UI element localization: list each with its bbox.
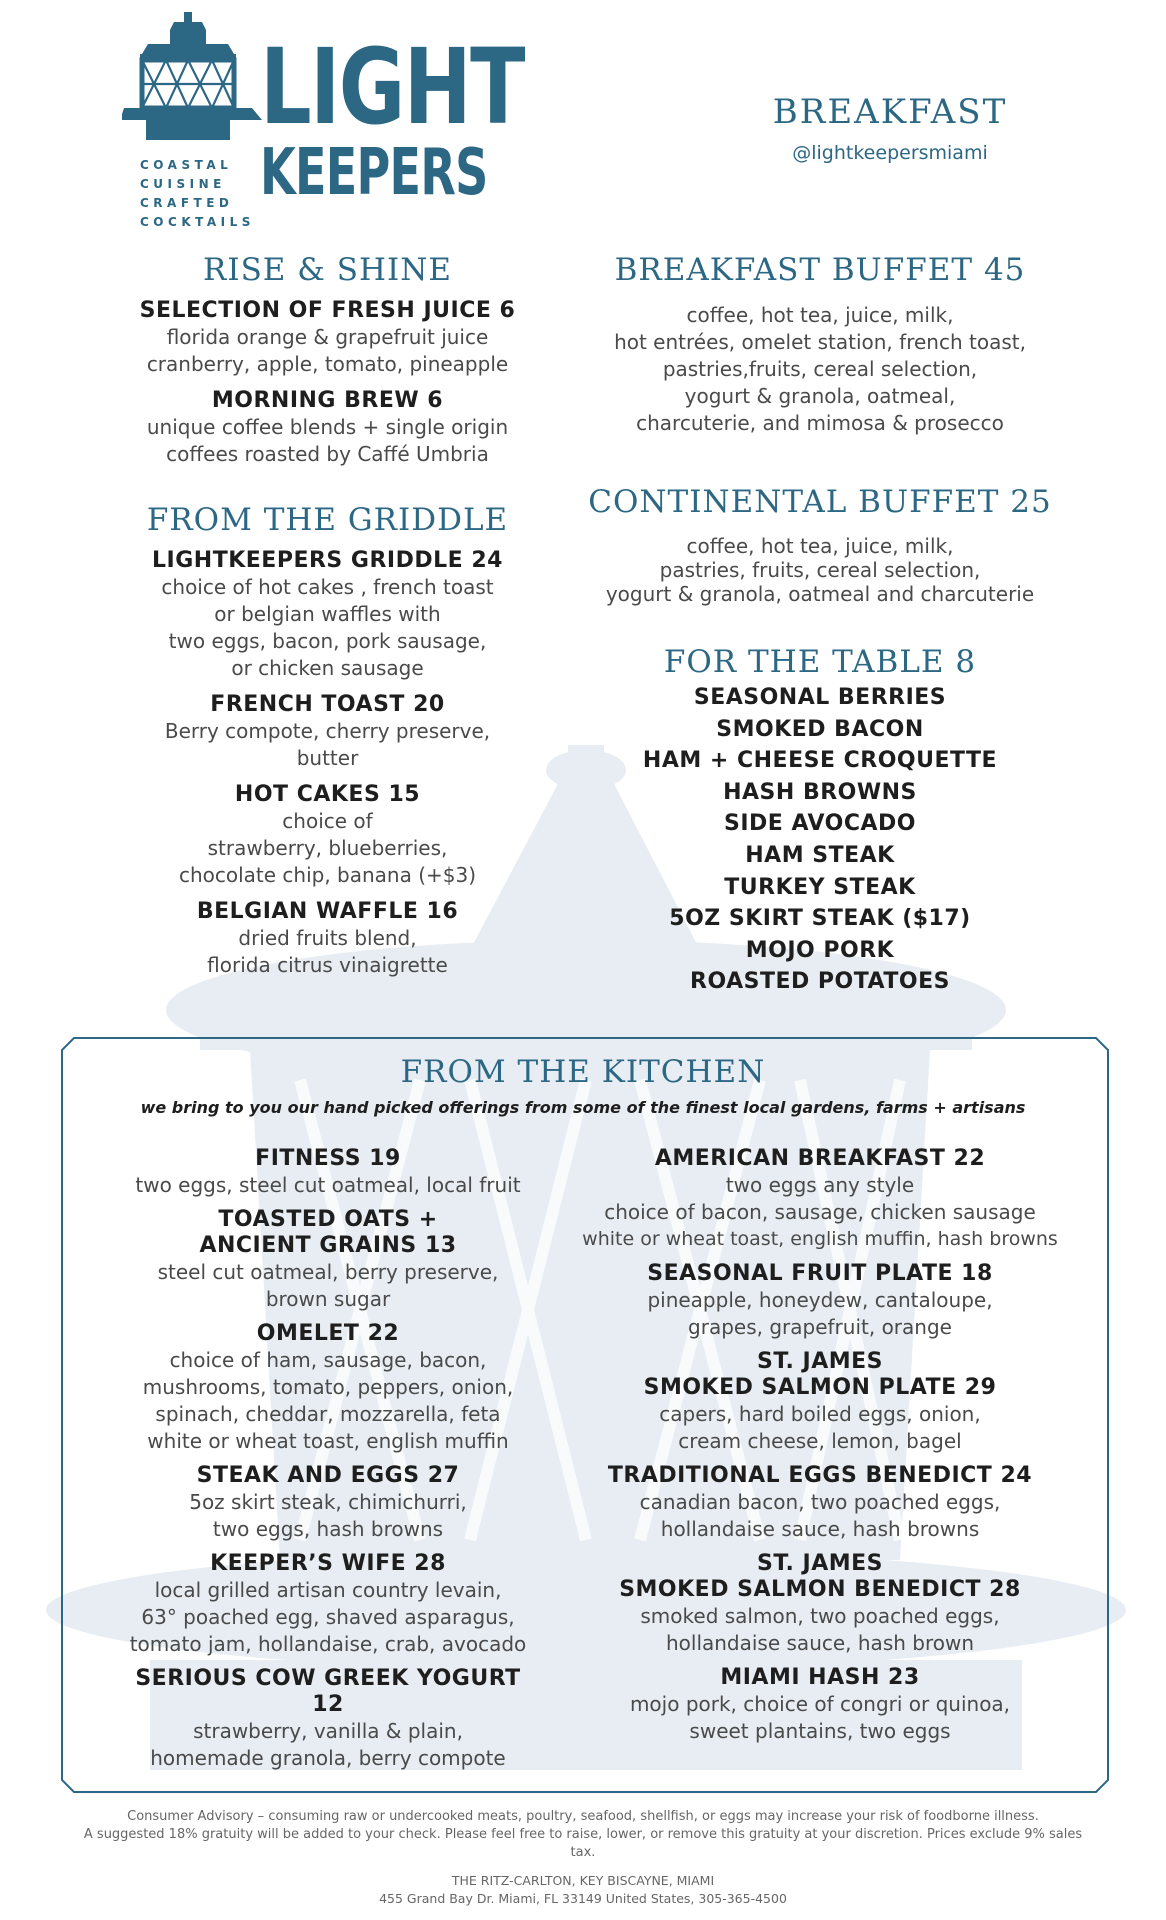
tagline-line: COCKTAILS	[140, 215, 255, 229]
item-name: FRENCH TOAST 20	[210, 692, 445, 717]
menu-item	[118, 1146, 538, 1199]
item-name: MORNING BREW 6	[211, 388, 444, 413]
item-desc: mojo pork, choice of congri or quinoa,	[629, 1692, 1011, 1716]
item-desc: two eggs, steel cut oatmeal, local fruit	[135, 1173, 521, 1197]
kitchen-subtitle: we bring to you our hand picked offerings from some of the finest local gardens, farms + artisans	[140, 1098, 1026, 1117]
tagline-line: CUISINE	[140, 177, 226, 191]
menu-item	[560, 1349, 1080, 1455]
item-desc: brown sugar	[265, 1287, 391, 1311]
menu-item	[118, 1666, 538, 1772]
item-name: SELECTION OF FRESH JUICE 6	[139, 298, 516, 323]
table-item: HASH BROWNS	[723, 779, 917, 805]
menu-item	[100, 692, 555, 772]
page-title: BREAKFAST	[772, 92, 1008, 132]
item-desc: choice of	[282, 809, 373, 833]
item-desc: canadian bacon, two poached eggs,	[639, 1490, 1001, 1514]
section-title: FROM THE GRIDDLE	[146, 502, 509, 538]
logo-light: LIGHT	[260, 26, 524, 148]
item-name: TRADITIONAL EGGS BENEDICT 24	[607, 1463, 1033, 1488]
item-desc: 5oz skirt steak, chimichurri,	[189, 1490, 467, 1514]
item-desc: steel cut oatmeal, berry preserve,	[157, 1260, 499, 1284]
item-desc: hollandaise sauce, hash brown	[665, 1631, 975, 1655]
menu-item	[118, 1207, 538, 1313]
item-desc: strawberry, vanilla & plain,	[193, 1719, 463, 1743]
menu-item	[560, 1551, 1080, 1657]
item-desc: white or wheat toast, english muffin, hash browns	[582, 1228, 1058, 1250]
section-breakfast-buffet	[570, 252, 1070, 437]
buffet-desc: charcuterie, and mimosa & prosecco	[636, 411, 1004, 435]
item-desc: tomato jam, hollandaise, crab, avocado	[129, 1632, 527, 1656]
item-desc: homemade granola, berry compote	[150, 1746, 506, 1770]
item-name: SERIOUS COW GREEK YOGURT 12	[135, 1666, 521, 1717]
item-desc: unique coffee blends + single origin	[146, 415, 509, 439]
item-desc: mushrooms, tomato, peppers, onion,	[142, 1375, 514, 1399]
table-item: SMOKED BACON	[716, 716, 924, 742]
item-desc: cream cheese, lemon, bagel	[678, 1429, 962, 1453]
item-name: HOT CAKES 15	[234, 782, 421, 807]
buffet-desc: yogurt & granola, oatmeal and charcuterie	[605, 582, 1035, 606]
item-desc: florida orange & grapefruit juice	[166, 325, 489, 349]
section-kitchen-header	[100, 1054, 1066, 1117]
buffet-desc: pastries, fruits, cereal selection,	[659, 558, 981, 582]
menu-item	[560, 1146, 1080, 1253]
item-desc: local grilled artisan country levain,	[154, 1578, 502, 1602]
item-name: SMOKED SALMON PLATE 29	[643, 1375, 997, 1400]
menu-item	[100, 548, 555, 682]
item-name: SEASONAL FRUIT PLATE 18	[647, 1261, 993, 1286]
item-desc: choice of hot cakes , french toast	[161, 575, 494, 599]
item-name: MIAMI HASH 23	[720, 1665, 920, 1690]
menu-item	[100, 782, 555, 889]
item-desc: spinach, cheddar, mozzarella, feta	[155, 1402, 501, 1426]
item-desc: Berry compote, cherry preserve,	[164, 719, 491, 743]
item-name: TOASTED OATS +	[218, 1207, 438, 1232]
item-desc: strawberry, blueberries,	[207, 836, 448, 860]
item-name: ST. JAMES	[756, 1349, 883, 1374]
kitchen-left-column	[118, 1146, 538, 1772]
item-name: LIGHTKEEPERS GRIDDLE 24	[152, 548, 503, 573]
menu-item	[100, 388, 555, 468]
item-desc: smoked salmon, two poached eggs,	[640, 1604, 1000, 1628]
item-name: STEAK AND EGGS 27	[196, 1463, 460, 1488]
section-continental-buffet	[560, 484, 1080, 606]
item-name: BELGIAN WAFFLE 16	[196, 899, 459, 924]
venue-address: 455 Grand Bay Dr. Miami, FL 33149 United States, 305-365-4500	[379, 1891, 787, 1906]
section-title: FOR THE TABLE 8	[663, 644, 977, 680]
menu-item	[560, 1665, 1080, 1745]
item-name: ANCIENT GRAINS 13	[199, 1233, 457, 1258]
item-desc: pineapple, honeydew, cantaloupe,	[647, 1288, 993, 1312]
logo-keepers: KEEPERS	[260, 136, 488, 210]
item-desc: or belgian waffles with	[214, 602, 441, 626]
table-item: SIDE AVOCADO	[724, 811, 916, 837]
item-desc: two eggs, bacon, pork sausage,	[168, 629, 487, 653]
item-desc: capers, hard boiled eggs, onion,	[659, 1402, 981, 1426]
item-desc: cranberry, apple, tomato, pineapple	[146, 352, 509, 376]
section-title: BREAKFAST BUFFET 45	[614, 252, 1026, 288]
table-item: SEASONAL BERRIES	[693, 685, 947, 710]
table-item: 5OZ SKIRT STEAK ($17)	[669, 906, 971, 932]
venue-name: THE RITZ-CARLTON, KEY BISCAYNE, MIAMI	[451, 1873, 715, 1888]
gratuity-note: A suggested 18% gratuity will be added to your check. Please feel free to raise, lower, or remove this gratuity at your discretion. Prices exclude 9% sales	[83, 1827, 1083, 1842]
item-desc: chocolate chip, banana (+$3)	[178, 863, 477, 887]
item-desc: two eggs any style	[725, 1173, 915, 1197]
item-desc: florida citrus vinaigrette	[207, 953, 448, 977]
buffet-desc: coffee, hot tea, juice, milk,	[686, 534, 954, 558]
section-title: FROM THE KITCHEN	[400, 1054, 766, 1090]
menu-item	[100, 298, 555, 378]
item-desc: coffees roasted by Caffé Umbria	[166, 442, 489, 466]
item-desc: white or wheat toast, english muffin	[147, 1429, 509, 1453]
page-header	[720, 92, 1060, 164]
tagline-line: COASTAL	[140, 158, 233, 172]
footer	[60, 1808, 1106, 1908]
item-desc: two eggs, hash browns	[212, 1517, 444, 1541]
menu-item	[560, 1463, 1080, 1543]
gratuity-note-tail: tax.	[570, 1845, 596, 1860]
item-desc: 63° poached egg, shaved asparagus,	[141, 1605, 515, 1629]
table-item: HAM STEAK	[745, 842, 895, 868]
menu-item	[100, 899, 555, 979]
buffet-desc: coffee, hot tea, juice, milk,	[686, 303, 954, 327]
item-desc: choice of bacon, sausage, chicken sausage	[604, 1200, 1036, 1224]
item-desc: choice of ham, sausage, bacon,	[169, 1348, 487, 1372]
table-item: MOJO PORK	[745, 937, 895, 963]
menu-item	[118, 1463, 538, 1543]
social-handle: @lightkeepersmiami	[792, 142, 988, 164]
table-item: HAM + CHEESE CROQUETTE	[642, 748, 998, 774]
item-desc: or chicken sausage	[231, 656, 424, 680]
item-name: KEEPER’S WIFE 28	[210, 1551, 446, 1576]
item-desc: dried fruits blend,	[238, 926, 417, 950]
logo-tagline	[140, 156, 255, 232]
consumer-advisory: Consumer Advisory – consuming raw or undercooked meats, poultry, seafood, shellfish, or eggs may increase your risk of foodborne illness.	[127, 1809, 1039, 1824]
item-desc: hollandaise sauce, hash browns	[660, 1517, 980, 1541]
menu-item	[560, 1261, 1080, 1341]
tagline-line: CRAFTED	[140, 196, 234, 210]
buffet-desc: yogurt & granola, oatmeal,	[684, 384, 956, 408]
menu-item	[118, 1321, 538, 1455]
logo-wordmark	[260, 26, 530, 210]
item-name: AMERICAN BREAKFAST 22	[654, 1146, 986, 1171]
section-title: RISE & SHINE	[202, 252, 453, 288]
table-item: ROASTED POTATOES	[690, 969, 950, 995]
kitchen-right-column	[560, 1146, 1080, 1745]
table-item: TURKEY STEAK	[724, 874, 916, 900]
section-griddle	[100, 502, 555, 979]
buffet-desc: hot entrées, omelet station, french toast,	[614, 330, 1026, 354]
item-name: SMOKED SALMON BENEDICT 28	[619, 1577, 1021, 1602]
item-name: FITNESS 19	[255, 1146, 401, 1171]
item-name: ST. JAMES	[756, 1551, 883, 1576]
item-desc: grapes, grapefruit, orange	[688, 1315, 952, 1339]
section-for-the-table	[570, 644, 1070, 998]
item-desc: butter	[296, 746, 359, 770]
buffet-desc: pastries,fruits, cereal selection,	[662, 357, 978, 381]
section-rise-shine	[100, 252, 555, 468]
item-name: OMELET 22	[256, 1321, 400, 1346]
menu-item	[118, 1551, 538, 1658]
item-desc: sweet plantains, two eggs	[689, 1719, 951, 1743]
section-title: CONTINENTAL BUFFET 25	[588, 484, 1052, 520]
